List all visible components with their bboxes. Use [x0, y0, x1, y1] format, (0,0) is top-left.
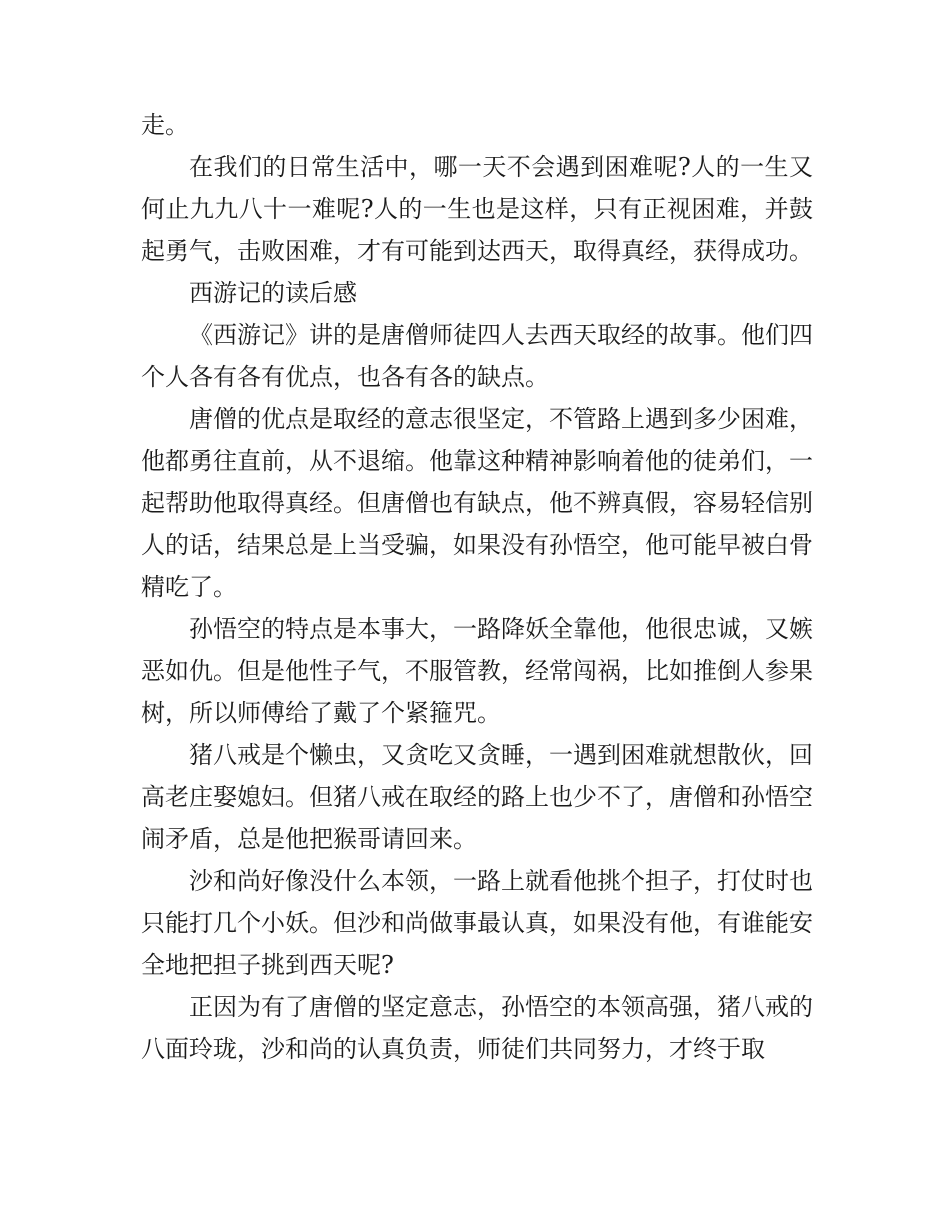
document-body: [141, 104, 813, 1070]
paragraph-continuation: 走。: [141, 111, 189, 139]
paragraph-shaheshang: 沙和尚好像没什么本领，一路上就看他挑个担子，打仗时也只能打几个小妖。但沙和尚做事最认真，如果没有他，有谁能安全地把担子挑到西天呢?: [141, 867, 813, 979]
paragraph-sunwukong: 孙悟空的特点是本事大，一路降妖全靠他，他很忠诚，又嫉恶如仇。但是他性子气，不服管教，经常闯祸，比如推倒人参果树，所以师傅给了戴了个紧箍咒。: [141, 615, 813, 727]
paragraph-intro: 《西游记》讲的是唐僧师徒四人去西天取经的故事。他们四个人各有各有优点，也各有各的缺点。: [141, 321, 813, 391]
section-title: 西游记的读后感: [189, 279, 357, 307]
paragraph-conclusion: 正因为有了唐僧的坚定意志，孙悟空的本领高强，猪八戒的八面玲珑，沙和尚的认真负责，师徒们共同努力，才终于取: [141, 993, 813, 1063]
paragraph-tangseng: 唐僧的优点是取经的意志很坚定，不管路上遇到多少困难，他都勇往直前，从不退缩。他靠这种精神影响着他的徒弟们，一起帮助他取得真经。但唐僧也有缺点，他不辨真假，容易轻信别人的话，结果总是上当受骗，如果没有孙悟空，他可能早被白骨精吃了。: [141, 405, 813, 601]
paragraph-difficulties: 在我们的日常生活中，哪一天不会遇到困难呢?人的一生又何止九九八十一难呢?人的一生也是这样，只有正视困难，并鼓起勇气，击败困难，才有可能到达西天，取得真经，获得成功。: [141, 153, 813, 265]
paragraph-zhubajie: 猪八戒是个懒虫，又贪吃又贪睡，一遇到困难就想散伙，回高老庄娶媳妇。但猪八戒在取经的路上也少不了，唐僧和孙悟空闹矛盾，总是他把猴哥请回来。: [141, 741, 813, 853]
